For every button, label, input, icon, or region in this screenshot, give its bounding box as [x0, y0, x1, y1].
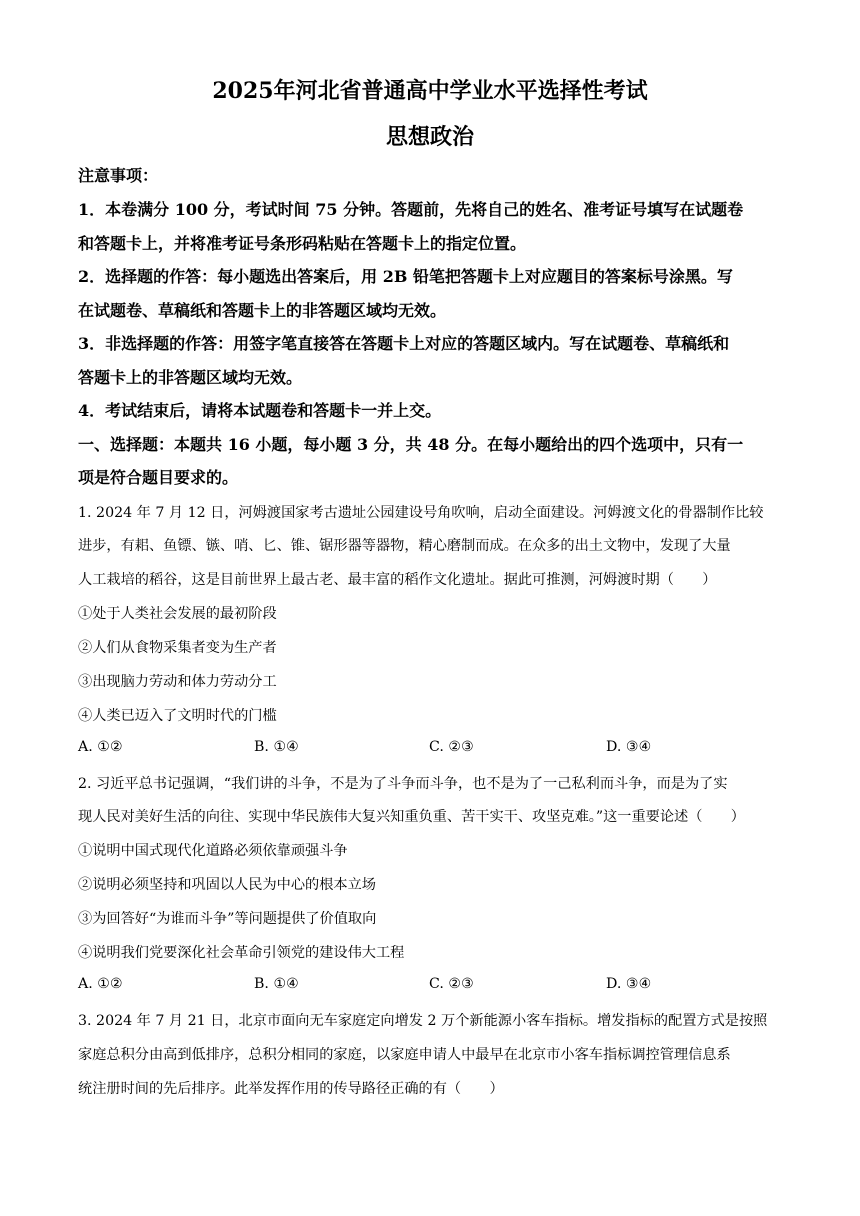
question-stem: 3. 2024 年 7 月 21 日，北京市面向无车家庭定向增发 2 万个新能源小客车指标。增发指标的配置方式是按照 [78, 1013, 768, 1029]
answer-options [78, 739, 778, 761]
question-stem: 2. 习近平总书记强调，“我们讲的斗争，不是为了斗争而斗争，也不是为了一己私利而斗争，而是为了实 [78, 776, 728, 792]
question-stem: 现人民对美好生活的向往、实现中华民族伟大复兴知重负重、苦干实干、攻坚克难。”这一重要论述（ ） [78, 809, 745, 825]
option-a: A. ①② [78, 976, 123, 992]
notice-line: 3．非选择题的作答：用签字笔直接答在答题卡上对应的答题区域内。写在试题卷、草稿纸和 [78, 334, 730, 353]
question-stem: 人工栽培的稻谷，这是目前世界上最古老、最丰富的稻作文化遗址。据此可推测，河姆渡时期（ ） [78, 572, 717, 588]
exam-title: 2025年河北省普通高中学业水平选择性考试 [212, 78, 648, 104]
option-b: B. ①④ [254, 739, 299, 755]
subject-title: 思想政治 [385, 124, 474, 150]
question-item: ②说明必须坚持和巩固以人民为中心的根本立场 [78, 877, 376, 893]
question-stem: 家庭总积分由高到低排序，总积分相同的家庭，以家庭申请人中最早在北京市小客车指标调控管理信息系 [78, 1047, 731, 1063]
section-heading: 项是符合题目要求的。 [78, 468, 239, 487]
notice-line: 2．选择题的作答：每小题选出答案后，用 2B 铅笔把答题卡上对应题目的答案标号涂黑。写 [78, 267, 733, 286]
option-b: B. ①④ [254, 976, 299, 992]
question-stem: 1. 2024 年 7 月 12 日，河姆渡国家考古遗址公园建设号角吹响，启动全面建设。河姆渡文化的骨器制作比较 [78, 505, 764, 521]
option-d: D. ③④ [606, 739, 652, 755]
question-item: ①说明中国式现代化道路必须依靠顽强斗争 [78, 843, 348, 859]
option-c: C. ②③ [429, 739, 474, 755]
option-c: C. ②③ [429, 976, 474, 992]
question-stem: 进步，有耜、鱼镖、镞、哨、匕、锥、锯形器等器物，精心磨制而成。在众多的出土文物中，发现了大量 [78, 538, 731, 554]
question-item: ③为回答好“为谁而斗争”等问题提供了价值取向 [78, 911, 377, 927]
option-a: A. ①② [78, 739, 123, 755]
question-item: ④说明我们党要深化社会革命引领党的建设伟大工程 [78, 945, 405, 961]
notice-line: 答题卡上的非答题区域均无效。 [78, 368, 303, 387]
notice-line: 和答题卡上，并将准考证号条形码粘贴在答题卡上的指定位置。 [78, 234, 527, 253]
question-item: ②人们从食物采集者变为生产者 [78, 640, 277, 656]
notice-heading: 注意事项： [78, 166, 159, 185]
option-d: D. ③④ [606, 976, 652, 992]
question-stem: 统注册时间的先后排序。此举发挥作用的传导路径正确的有（ ） [78, 1081, 504, 1097]
question-item: ①处于人类社会发展的最初阶段 [78, 606, 277, 622]
notice-line: 1．本卷满分 100 分，考试时间 75 分钟。答题前，先将自己的姓名、准考证号填写在试题卷 [78, 200, 744, 219]
question-item: ③出现脑力劳动和体力劳动分工 [78, 674, 277, 690]
answer-options [78, 976, 778, 998]
notice-line: 在试题卷、草稿纸和答题卡上的非答题区域均无效。 [78, 301, 447, 320]
section-heading: 一、选择题：本题共 16 小题，每小题 3 分，共 48 分。在每小题给出的四个选项中，只有一 [78, 435, 744, 454]
question-item: ④人类已迈入了文明时代的门槛 [78, 708, 277, 724]
notice-line: 4．考试结束后，请将本试题卷和答题卡一并上交。 [78, 401, 442, 420]
